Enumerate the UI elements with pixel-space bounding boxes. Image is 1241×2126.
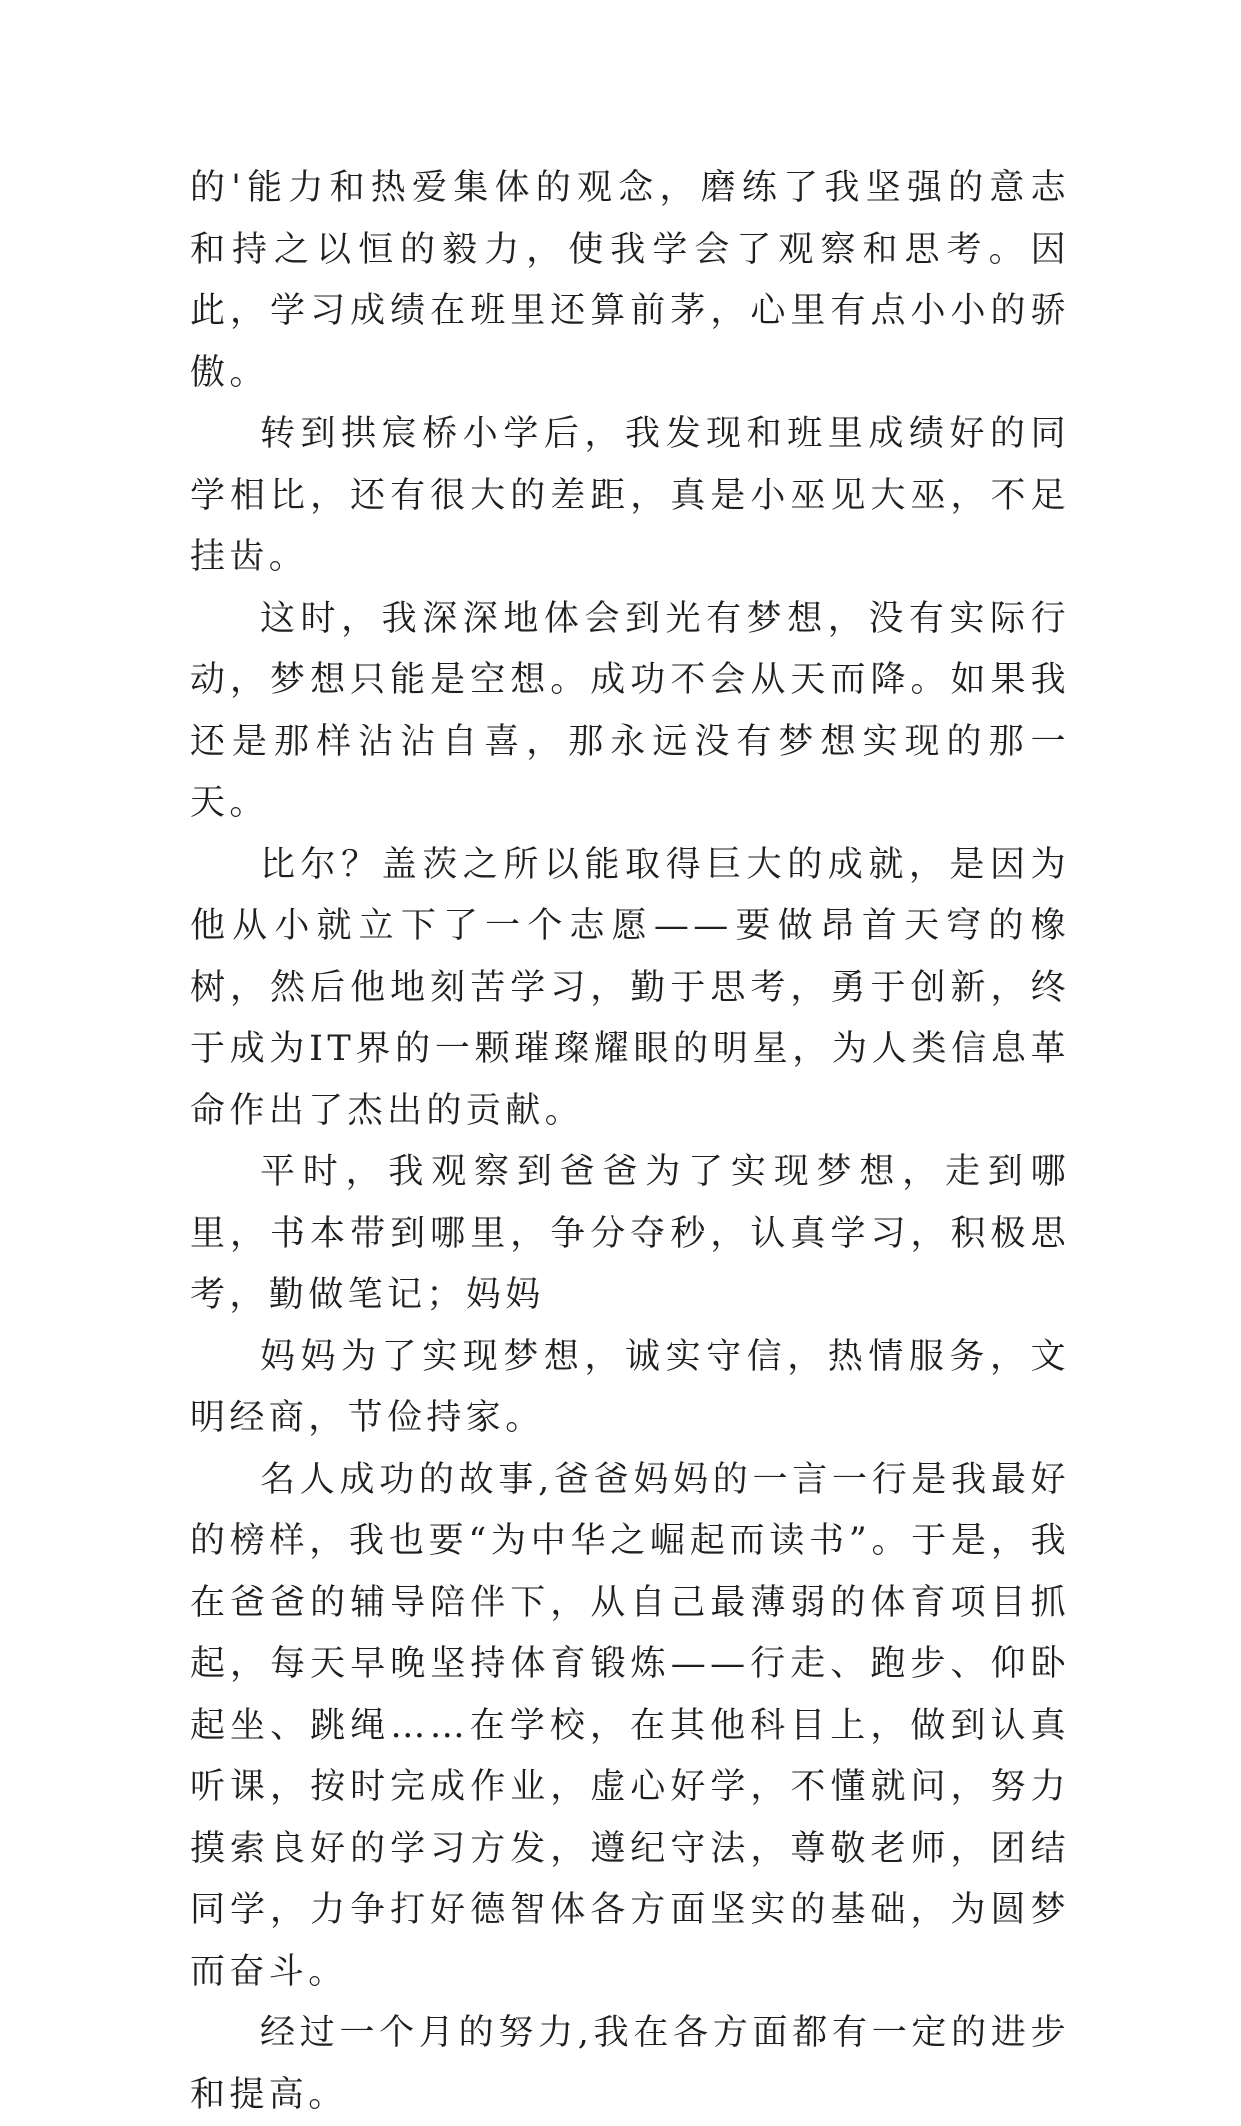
paragraph-3: 这时，我深深地体会到光有梦想，没有实际行动，梦想只能是空想。成功不会从天而降。如果我还是那样沾沾自喜，那永远没有梦想实现的那一天。 [190, 598, 1070, 823]
paragraph-4: 比尔？盖茨之所以能取得巨大的成就，是因为他从小就立下了一个志愿——要做昂首天穹的橡树，然后他地刻苦学习，勤于思考，勇于创新，终于成为IT界的一颗璀璨耀眼的明星，为人类信息革命作出了杰出的贡献。 [190, 844, 1070, 1131]
paragraph-6: 妈妈为了实现梦想，诚实守信，热情服务，文明经商，节俭持家。 [190, 1336, 1070, 1438]
paragraph-2: 转到拱宸桥小学后，我发现和班里成绩好的同学相比，还有很大的差距，真是小巫见大巫，不足挂齿。 [190, 414, 1070, 577]
paragraph-5: 平时，我观察到爸爸为了实现梦想，走到哪里，书本带到哪里，争分夺秒，认真学习，积极思考，勤做笔记；妈妈 [190, 1152, 1070, 1315]
paragraph-8: 经过一个月的努力,我在各方面都有一定的进步和提高。 [190, 2013, 1070, 2115]
paragraph-7: 名人成功的故事,爸爸妈妈的一言一行是我最好的榜样，我也要“为中华之崛起而读书”。于是，我在爸爸的辅导陪伴下，从自己最薄弱的体育项目抓起，每天早晚坚持体育锻炼——行走、跑步、仰卧起坐、跳绳……在学校，在其他科目上，做到认真听课，按时完成作业，虚心好学，不懂就问，努力摸索良好的学习方发，遵纪守法，尊敬老师，团结同学，力争打好德智体各方面坚实的基础，为圆梦而奋斗。 [190, 1459, 1070, 1992]
paragraph-1: 的'能力和热爱集体的观念，磨练了我坚强的意志和持之以恒的毅力，使我学会了观察和思考。因此，学习成绩在班里还算前茅，心里有点小小的骄傲。 [190, 168, 1070, 393]
document-body [190, 158, 1070, 2126]
